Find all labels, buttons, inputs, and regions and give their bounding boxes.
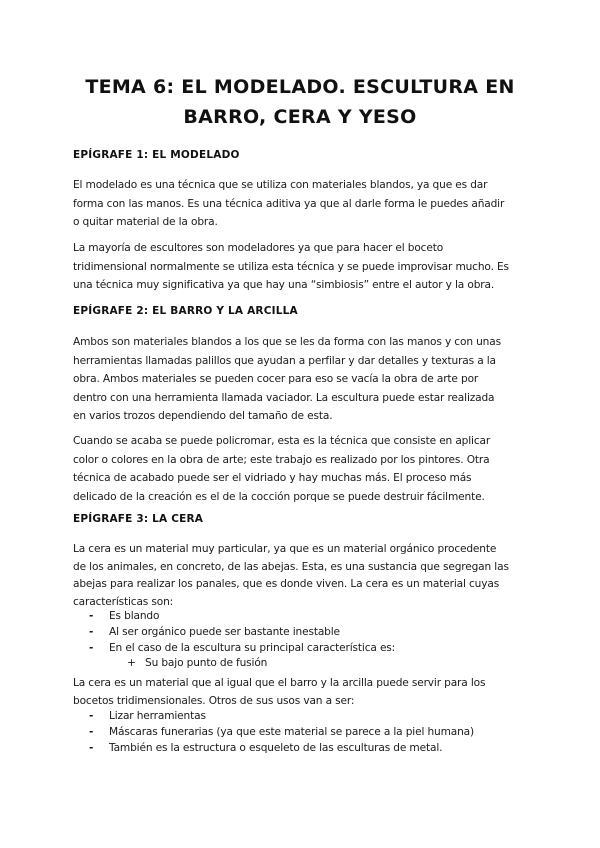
text-line: características son: xyxy=(73,595,174,608)
list-item xyxy=(73,609,533,625)
list-item-text: Al ser orgánico puede ser bastante inestable xyxy=(109,625,340,638)
dash-bullet-icon: - xyxy=(89,741,94,754)
list-item-text: También es la estructura o esqueleto de las esculturas de metal. xyxy=(109,741,443,754)
paragraph xyxy=(73,333,533,426)
text-line: Cuando se acaba se puede policromar, esta es la técnica que consiste en aplicar xyxy=(73,435,491,447)
uses-list xyxy=(73,709,533,756)
dash-bullet-icon: - xyxy=(89,625,94,638)
text-line: abejas para realizar los panales, que es donde viven. La cera es un material cuyas xyxy=(73,578,500,590)
list-item xyxy=(73,641,533,657)
dash-bullet-icon: - xyxy=(89,725,94,738)
text-line: Ambos son materiales blandos a los que se les da forma con las manos y con unas xyxy=(73,336,501,348)
page-title xyxy=(60,72,540,132)
section-heading-3: EPÍGRAFE 3: LA CERA xyxy=(73,513,204,525)
text-line: una técnica muy significativa ya que hay una “simbiosis” entre el autor y la obra. xyxy=(73,279,495,291)
section-heading-2: EPÍGRAFE 2: EL BARRO Y LA ARCILLA xyxy=(73,305,298,317)
paragraph xyxy=(73,432,533,506)
characteristics-list xyxy=(73,609,533,672)
plus-bullet-icon: + xyxy=(127,657,136,670)
text-line: forma con las manos. Es una técnica aditiva ya que al darle forma le puedes añadir xyxy=(73,197,505,210)
dash-bullet-icon: - xyxy=(89,641,94,654)
text-line: obra. Ambos materiales se pueden cocer para eso se vacía la obra de arte por xyxy=(73,373,479,385)
list-item-text: Máscaras funerarias (ya que este material se parece a la piel humana) xyxy=(109,725,475,738)
text-line: La cera es un material que al igual que el barro y la arcilla puede servir para los xyxy=(73,677,486,689)
title-line: BARRO, CERA Y YESO xyxy=(183,106,417,128)
text-line: herramientas llamadas palillos que ayudan a perfilar y dar detalles y texturas a la xyxy=(73,354,496,367)
text-line: técnica de acabado puede ser el vidriado y hay muchas más. El proceso más xyxy=(73,472,472,484)
paragraph xyxy=(73,239,533,295)
list-item-text: En el caso de la escultura su principal característica es: xyxy=(109,641,396,654)
text-line: delicado de la creación es el de la cocción porque se puede destruir fácilmente. xyxy=(73,490,485,503)
paragraph xyxy=(73,176,533,232)
section-heading-1: EPÍGRAFE 1: EL MODELADO xyxy=(73,149,240,161)
text-line: de los animales, en concreto, de las abejas. Esta, es una sustancia que segregan las xyxy=(73,560,509,573)
list-item xyxy=(73,741,533,757)
list-item-text: Lizar herramientas xyxy=(109,710,206,722)
text-line: El modelado es una técnica que se utiliza con materiales blandos, ya que es dar xyxy=(73,179,488,191)
paragraph xyxy=(73,675,533,710)
list-item-text: Su bajo punto de fusión xyxy=(145,657,268,670)
list-item-nested xyxy=(73,656,533,672)
paragraph xyxy=(73,541,533,611)
text-line: bocetos tridimensionales. Otros de sus usos van a ser: xyxy=(73,694,355,707)
text-line: La mayoría de escultores son modeladores ya que para hacer el boceto xyxy=(73,242,444,254)
dash-bullet-icon: - xyxy=(89,710,94,722)
text-line: color o colores en la obra de arte; este trabajo es realizado por los pintores. Otra xyxy=(73,453,490,466)
dash-bullet-icon: - xyxy=(89,610,94,622)
list-item xyxy=(73,725,533,741)
list-item xyxy=(73,709,533,725)
text-line: dentro con una herramienta llamada vaciador. La escultura puede estar realizada xyxy=(73,391,495,404)
text-line: o quitar material de la obra. xyxy=(73,216,218,228)
list-item-text: Es blando xyxy=(109,610,160,622)
list-item xyxy=(73,625,533,641)
title-line: TEMA 6: EL MODELADO. ESCULTURA EN xyxy=(85,76,515,98)
text-line: La cera es un material muy particular, ya que es un material orgánico procedente xyxy=(73,543,497,555)
text-line: en varios trozos dependiendo del tamaño de esta. xyxy=(73,410,333,422)
text-line: tridimensional normalmente se utiliza esta técnica y se puede improvisar mucho. Es xyxy=(73,260,509,273)
